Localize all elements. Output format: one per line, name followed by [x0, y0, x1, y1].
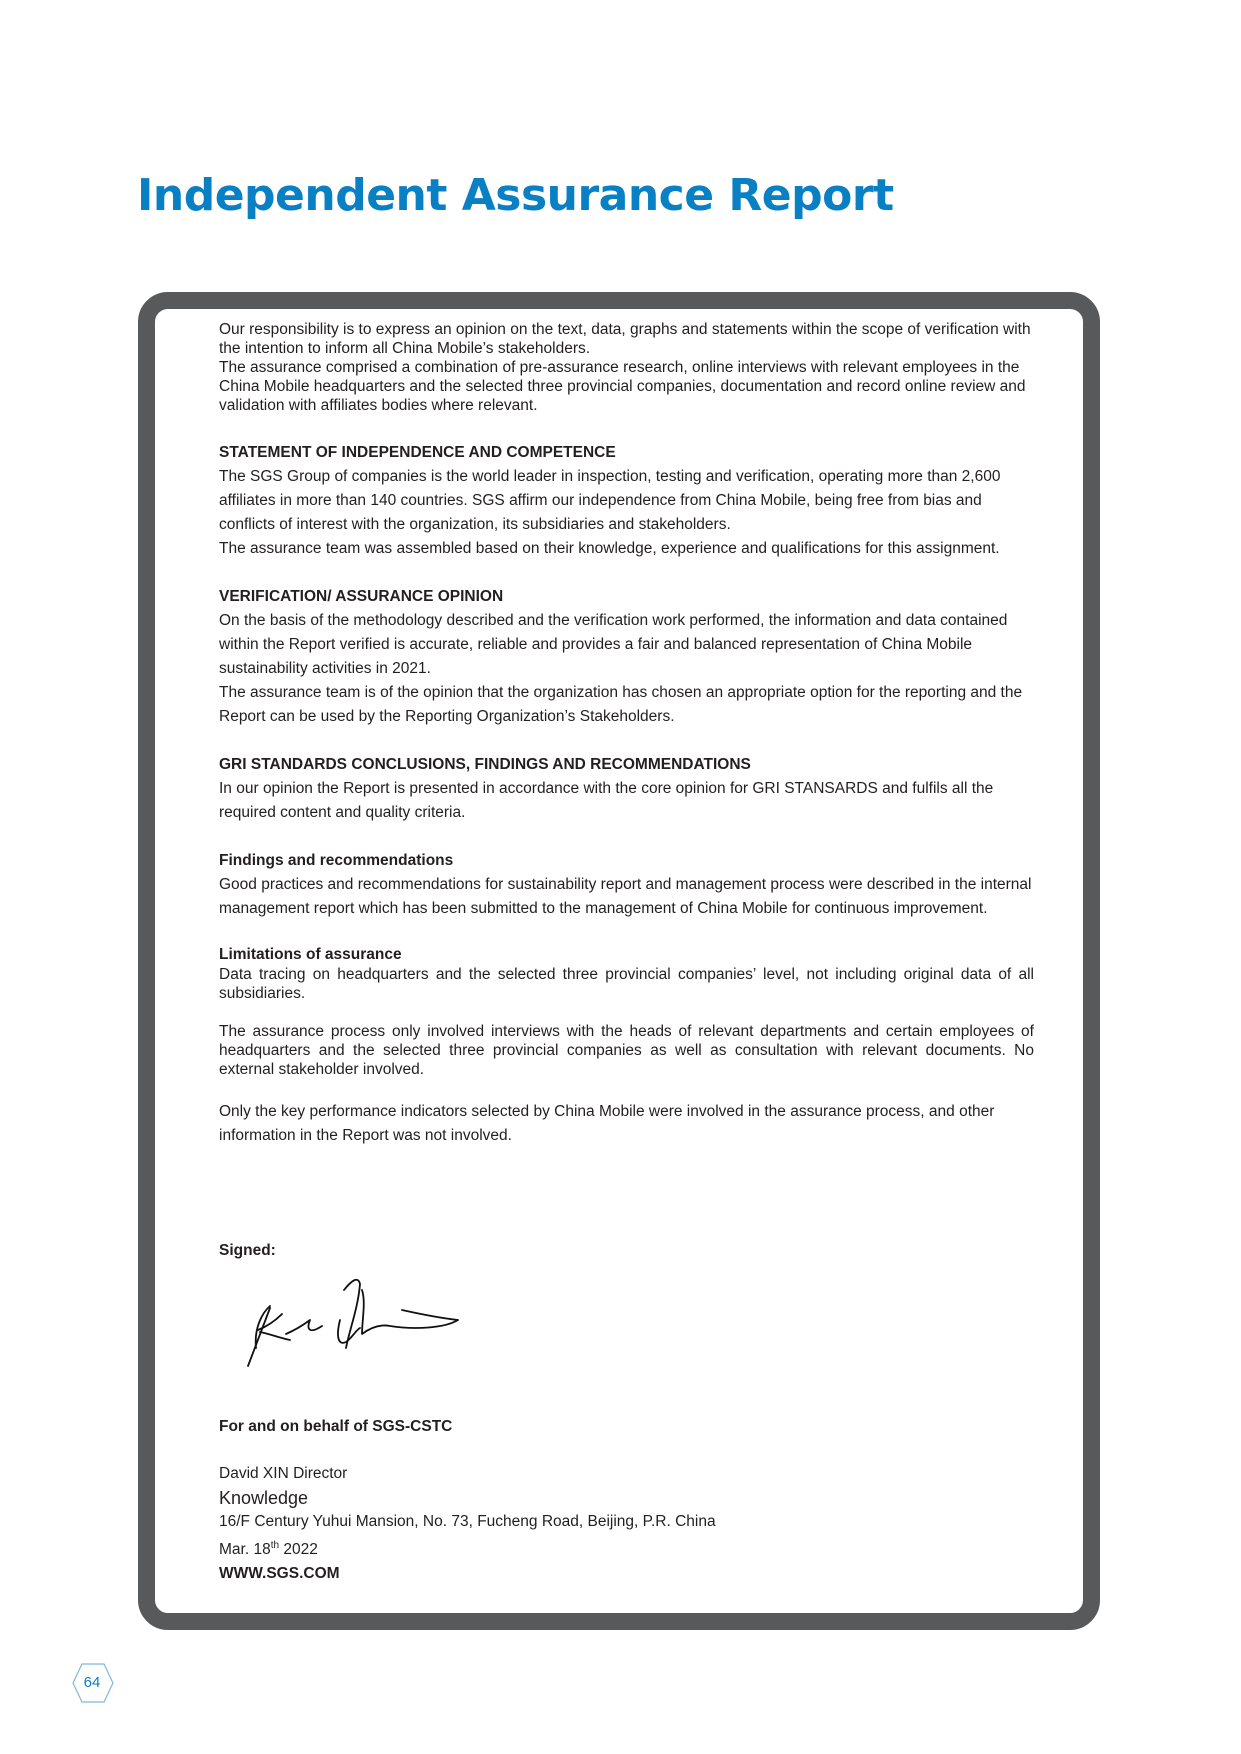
gri-paragraph: In our opinion the Report is presented in accordance with the core opinion for GRI STANSARDS and fulfils all the required content and quality criteria.: [219, 780, 994, 821]
signatory-contact-block: [219, 1462, 716, 1586]
limitations-heading: Limitations of assurance: [219, 946, 402, 963]
opinion-heading: VERIFICATION/ ASSURANCE OPINION: [219, 588, 504, 605]
page-title: Independent Assurance Report: [137, 170, 894, 221]
opinion-paragraph-1: On the basis of the methodology described and the verification work performed, the information and data contained within the Report verified is accurate, reliable and provides a fair and balanced representation of China Mobile sustainability activities in 2021.: [219, 612, 1008, 677]
signatory-department: Knowledge: [219, 1488, 309, 1508]
page-number: 64: [83, 1674, 101, 1691]
gri-heading: GRI STANDARDS CONCLUSIONS, FINDINGS AND RECOMMENDATIONS: [219, 756, 751, 773]
date-year: 2022: [279, 1541, 318, 1559]
signing-date: [219, 1534, 716, 1562]
intro-paragraph-1: Our responsibility is to express an opinion on the text, data, graphs and statements within the scope of verification with the intention to inform all China Mobile’s stakeholders.: [219, 321, 1031, 357]
date-suffix: th: [270, 1540, 280, 1551]
limitations-paragraph-3: Only the key performance indicators selected by China Mobile were involved in the assurance process, and other information in the Report was not involved.: [219, 1103, 995, 1144]
signatory-name: David XIN Director: [219, 1465, 348, 1482]
findings-paragraph: Good practices and recommendations for sustainability report and management process were described in the internal management report which has been submitted to the management of China Mobile for continuous improvement.: [219, 876, 1032, 917]
date-prefix: Mar. 18: [219, 1541, 271, 1559]
limitations-paragraph-1: Data tracing on headquarters and the selected three provincial companies’ level, not including original data of all subsidiaries.: [219, 966, 1034, 1002]
independence-paragraph-1: The SGS Group of companies is the world leader in inspection, testing and verification, operating more than 2,600 affiliates in more than 140 countries. SGS affirm our independence from China Mobile, being free from bias and conflicts of interest with the organization, its subsidiaries and stakeholders.: [219, 468, 1001, 533]
website-link[interactable]: WWW.SGS.COM: [219, 1565, 340, 1583]
signature-image: [240, 1268, 470, 1368]
independence-paragraph-2: The assurance team was assembled based on their knowledge, experience and qualifications for this assignment.: [219, 540, 1000, 557]
opinion-paragraph-2: The assurance team is of the opinion that the organization has chosen an appropriate option for the reporting and the Report can be used by the Reporting Organization’s Stakeholders.: [219, 684, 1023, 725]
limitations-paragraph-2: The assurance process only involved interviews with the heads of relevant departments and certain employees of headquarters and the selected three provincial companies as well as consultation with relevant documents. No external stakeholder involved.: [219, 1023, 1034, 1078]
signed-label: Signed:: [219, 1242, 276, 1259]
independence-heading: STATEMENT OF INDEPENDENCE AND COMPETENCE: [219, 444, 616, 461]
company-address: 16/F Century Yuhui Mansion, No. 73, Fucheng Road, Beijing, P.R. China: [219, 1513, 716, 1530]
on-behalf-line: For and on behalf of SGS-CSTC: [219, 1418, 453, 1435]
intro-paragraph-2: The assurance comprised a combination of pre-assurance research, online interviews with relevant employees in the China Mobile headquarters and the selected three provincial companies, documentation and record online review and validation with affiliates bodies where relevant.: [219, 359, 1026, 414]
page-number-badge: [70, 1663, 114, 1703]
findings-heading: Findings and recommendations: [219, 852, 454, 869]
report-body: [219, 320, 1034, 1148]
